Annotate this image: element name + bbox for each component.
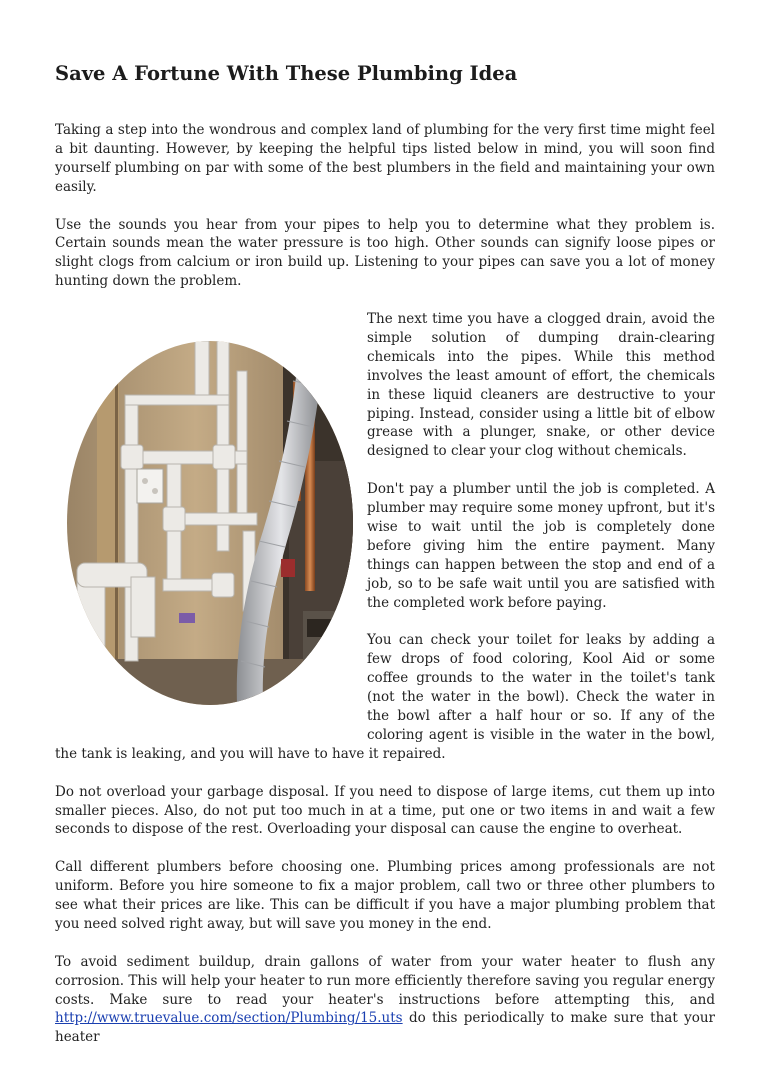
water-heater-text-after: do this periodically to make sure that your heater (55, 1010, 715, 1046)
paragraph-intro: Taking a step into the wondrous and complex land of plumbing for the very first time might feel a bit daunting. However, by keeping the helpful tips listed below in mind, you will soon find yourself plumbing on par with some of the best plumbers in the field and maintaining your own easily. (55, 122, 715, 195)
image-float (55, 341, 353, 727)
paragraph-pipe-sounds: Use the sounds you hear from your pipes to help you to determine what they problem is. Certain sounds mean the water pressure is too high. Other sounds can signify loose pipes or slight clogs from calcium or iron build up. Listening to your pipes can save you a lot of money hunting down the problem. (55, 216, 715, 290)
paragraph-call-plumbers: Call different plumbers before choosing one. Plumbing prices among professionals are not uniform. Before you hire someone to fix a major problem, call two or three other plumbers to see what their prices are like. This can be difficult if you have a major plumbing problem that you need solved right away, but will save you money in the end. (55, 859, 715, 932)
paragraph-garbage-disposal: Do not overload your garbage disposal. If you need to dispose of large items, cut them up into smaller pieces. Also, do not put too much in at a time, put one or two items in and wait a few seconds to dispose of the rest. Overloading your disposal can cause the engine to overheat. (55, 783, 715, 838)
paragraph-toilet-leaks: You can check your toilet for leaks by adding a few drops of food coloring, Kool Aid or some coffee grounds to the water in the toilet's tank (not the water in the bowl). Check the water in the bowl after a half hour or so. If any of the coloring agent is visible in the water in the bowl, the tank is leaking, and you will have to have it repaired. (55, 632, 715, 762)
truevalue-link[interactable]: http://www.truevalue.com/section/Plumbing/15.uts (55, 1010, 403, 1027)
article-body (55, 121, 715, 1066)
water-heater-text-before: To avoid sediment buildup, drain gallons of water from your water heater to flush any corrosion. This will help your heater to run more efficiently therefore saving you regular energy costs. Make sure to read your heater's instructions before attempting this, and (55, 953, 715, 1008)
paragraph-pay-plumber: Don't pay a plumber until the job is completed. A plumber may require some money upfront, but it's wise to wait until the job is completely done before giving him the entire payment. Many things can happen between the stop and end of a job, so to be safe wait until you are satisfied with the completed work before paying. (367, 481, 715, 611)
plumbing-photo (67, 341, 353, 705)
paragraph-water-heater (55, 953, 715, 1048)
paragraph-clogged-drain: The next time you have a clogged drain, avoid the simple solution of dumping drain-clearing chemicals into the pipes. While this method involves the least amount of effort, the chemicals in these liquid cleaners are destructive to your piping. Instead, consider using a little bit of elbow grease with a plunger, snake, or other device designed to clear your clog without chemicals. (367, 311, 715, 460)
page-title: Save A Fortune With These Plumbing Idea (55, 62, 518, 85)
